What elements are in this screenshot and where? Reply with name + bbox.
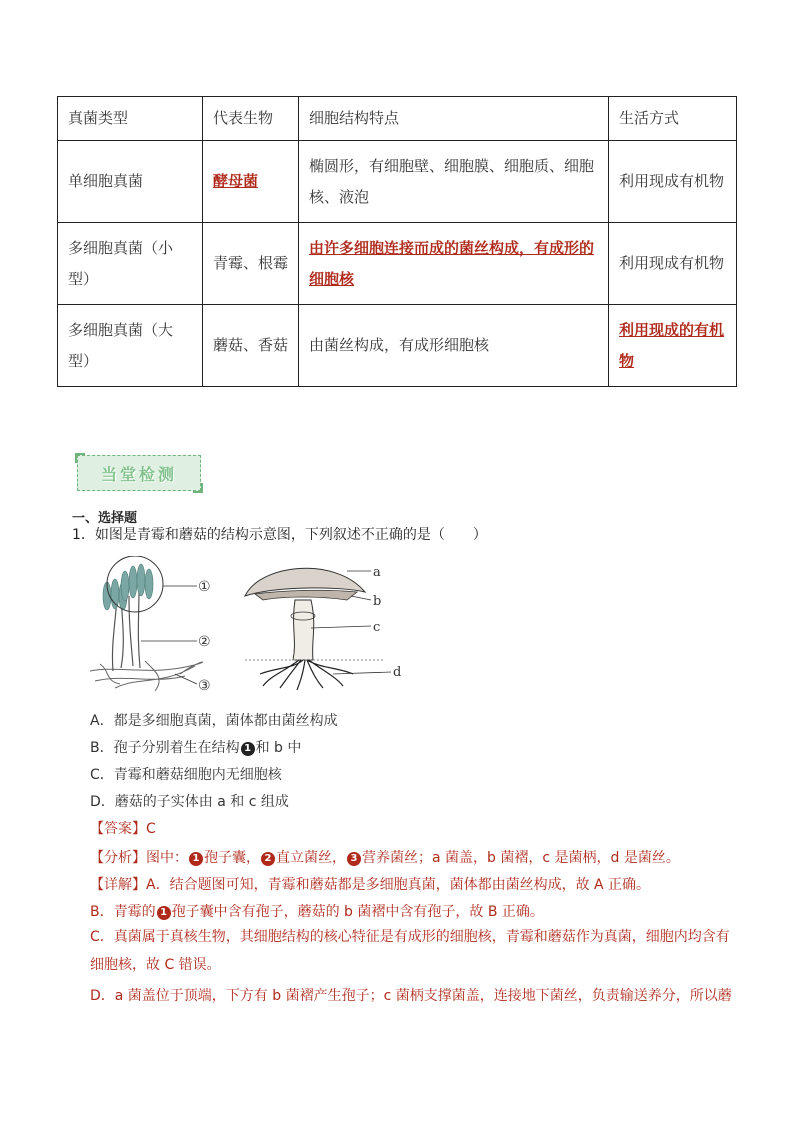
table-cell: 利用现成有机物 [609,223,737,305]
detail-line-b [90,901,544,921]
detail-text: 孢子囊中含有孢子，蘑菇的 b 菌褶中含有孢子，故 B 正确。 [171,904,544,920]
analysis-tag: 【分析】 [90,850,146,866]
figure-label: ③ [198,678,211,694]
circled-number: 3 [347,852,361,866]
mushroom-illustration [245,565,401,690]
figure-label: ① [198,579,211,595]
circled-number: 1 [189,852,203,866]
table-row [58,223,737,305]
circled-number: 2 [261,852,275,866]
analysis-text: 直立菌丝， [276,850,346,866]
circled-number: 1 [157,906,171,920]
label-line [175,674,197,684]
mushroom-stem [293,600,314,660]
fungi-table [57,96,737,387]
table-cell: 椭圆形，有细胞壁、细胞膜、细胞质、细胞核、液泡 [299,141,609,223]
section-badge-label: 当堂检测 [100,464,177,484]
label-line [351,596,371,600]
figure-label: ② [198,634,211,650]
detail-text: B．青霉的 [90,904,156,920]
answer-fill: 由许多细胞连接而成的菌丝构成，有成形的细胞核 [309,238,595,288]
hyphae-lines [90,661,203,691]
option-a: A．都是多细胞真菌，菌体都由菌丝构成 [90,713,338,729]
option-b-text: 和 b 中 [255,740,302,756]
table-cell: 青霉、根霉 [203,223,299,305]
mushroom-gills [255,590,357,600]
label-line [311,626,371,628]
label-line [333,672,391,674]
detail-text: A．结合题图可知，青霉和蘑菇都是多细胞真菌，菌体都由菌丝构成，故 A 正确。 [146,877,651,893]
answer-fill: 利用现成的有机物 [619,320,725,370]
table-header-cell: 真菌类型 [58,97,203,141]
analysis-text: 孢子囊， [204,850,260,866]
mushroom-mycelium [260,660,353,690]
detail-line-d: D．a 菌盖位于顶端，下方有 b 菌褶产生孢子；c 菌柄支撑菌盖，连接地下菌丝，负责输送养分，所以蘑 [90,988,732,1004]
analysis-text: 营养菌丝；a 菌盖，b 菌褶，c 是菌柄，d 是菌丝。 [362,850,680,866]
detail-line-a [90,874,650,894]
answer-tag: 【答案】 [90,821,146,837]
question-stem: 1．如图是青霉和蘑菇的结构示意图，下列叙述不正确的是（ ） [72,527,487,543]
table-cell: 利用现成有机物 [609,141,737,223]
section-badge [77,455,201,491]
table-cell [609,305,737,387]
figure-label: d [393,665,402,680]
question-section-heading: 一、选择题 [72,511,138,526]
table-header-cell: 生活方式 [609,97,737,141]
structure-figure [85,556,415,696]
analysis-line [90,847,680,867]
analysis-text: 图中： [146,850,188,866]
figure-label: c [373,620,381,635]
detail-line-c: C．真菌属于真核生物，其细胞结构的核心特征是有成形的细胞核，青霉和蘑菇作为真菌，细胞内均含有细胞核，故 C 错误。 [90,929,730,973]
table-cell [299,223,609,305]
penicillium-illustration [90,556,211,694]
option-d: D．蘑菇的子实体由 a 和 c 组成 [90,794,289,810]
figure-label: a [373,565,381,580]
table-row [58,305,737,387]
table-cell: 单细胞真菌 [58,141,203,223]
table-cell: 多细胞真菌（小型） [58,223,203,305]
option-b-text: B．孢子分别着生在结构 [90,740,240,756]
option-b [90,737,301,757]
table-cell: 由菌丝构成，有成形细胞核 [299,305,609,387]
table-row [58,141,737,223]
table-header-cell: 细胞结构特点 [299,97,609,141]
answer-line [90,818,156,838]
table-header-cell: 代表生物 [203,97,299,141]
answer-fill: 酵母菌 [213,172,259,190]
table-cell: 蘑菇、香菇 [203,305,299,387]
detail-tag: 【详解】 [90,877,146,893]
table-cell: 多细胞真菌（大型） [58,305,203,387]
figure-label: b [373,594,382,609]
table-cell [203,141,299,223]
option-c: C．青霉和蘑菇细胞内无细胞核 [90,767,282,783]
circled-number: 1 [241,742,255,756]
table-header-row [58,97,737,141]
answer-value: C [146,821,156,837]
